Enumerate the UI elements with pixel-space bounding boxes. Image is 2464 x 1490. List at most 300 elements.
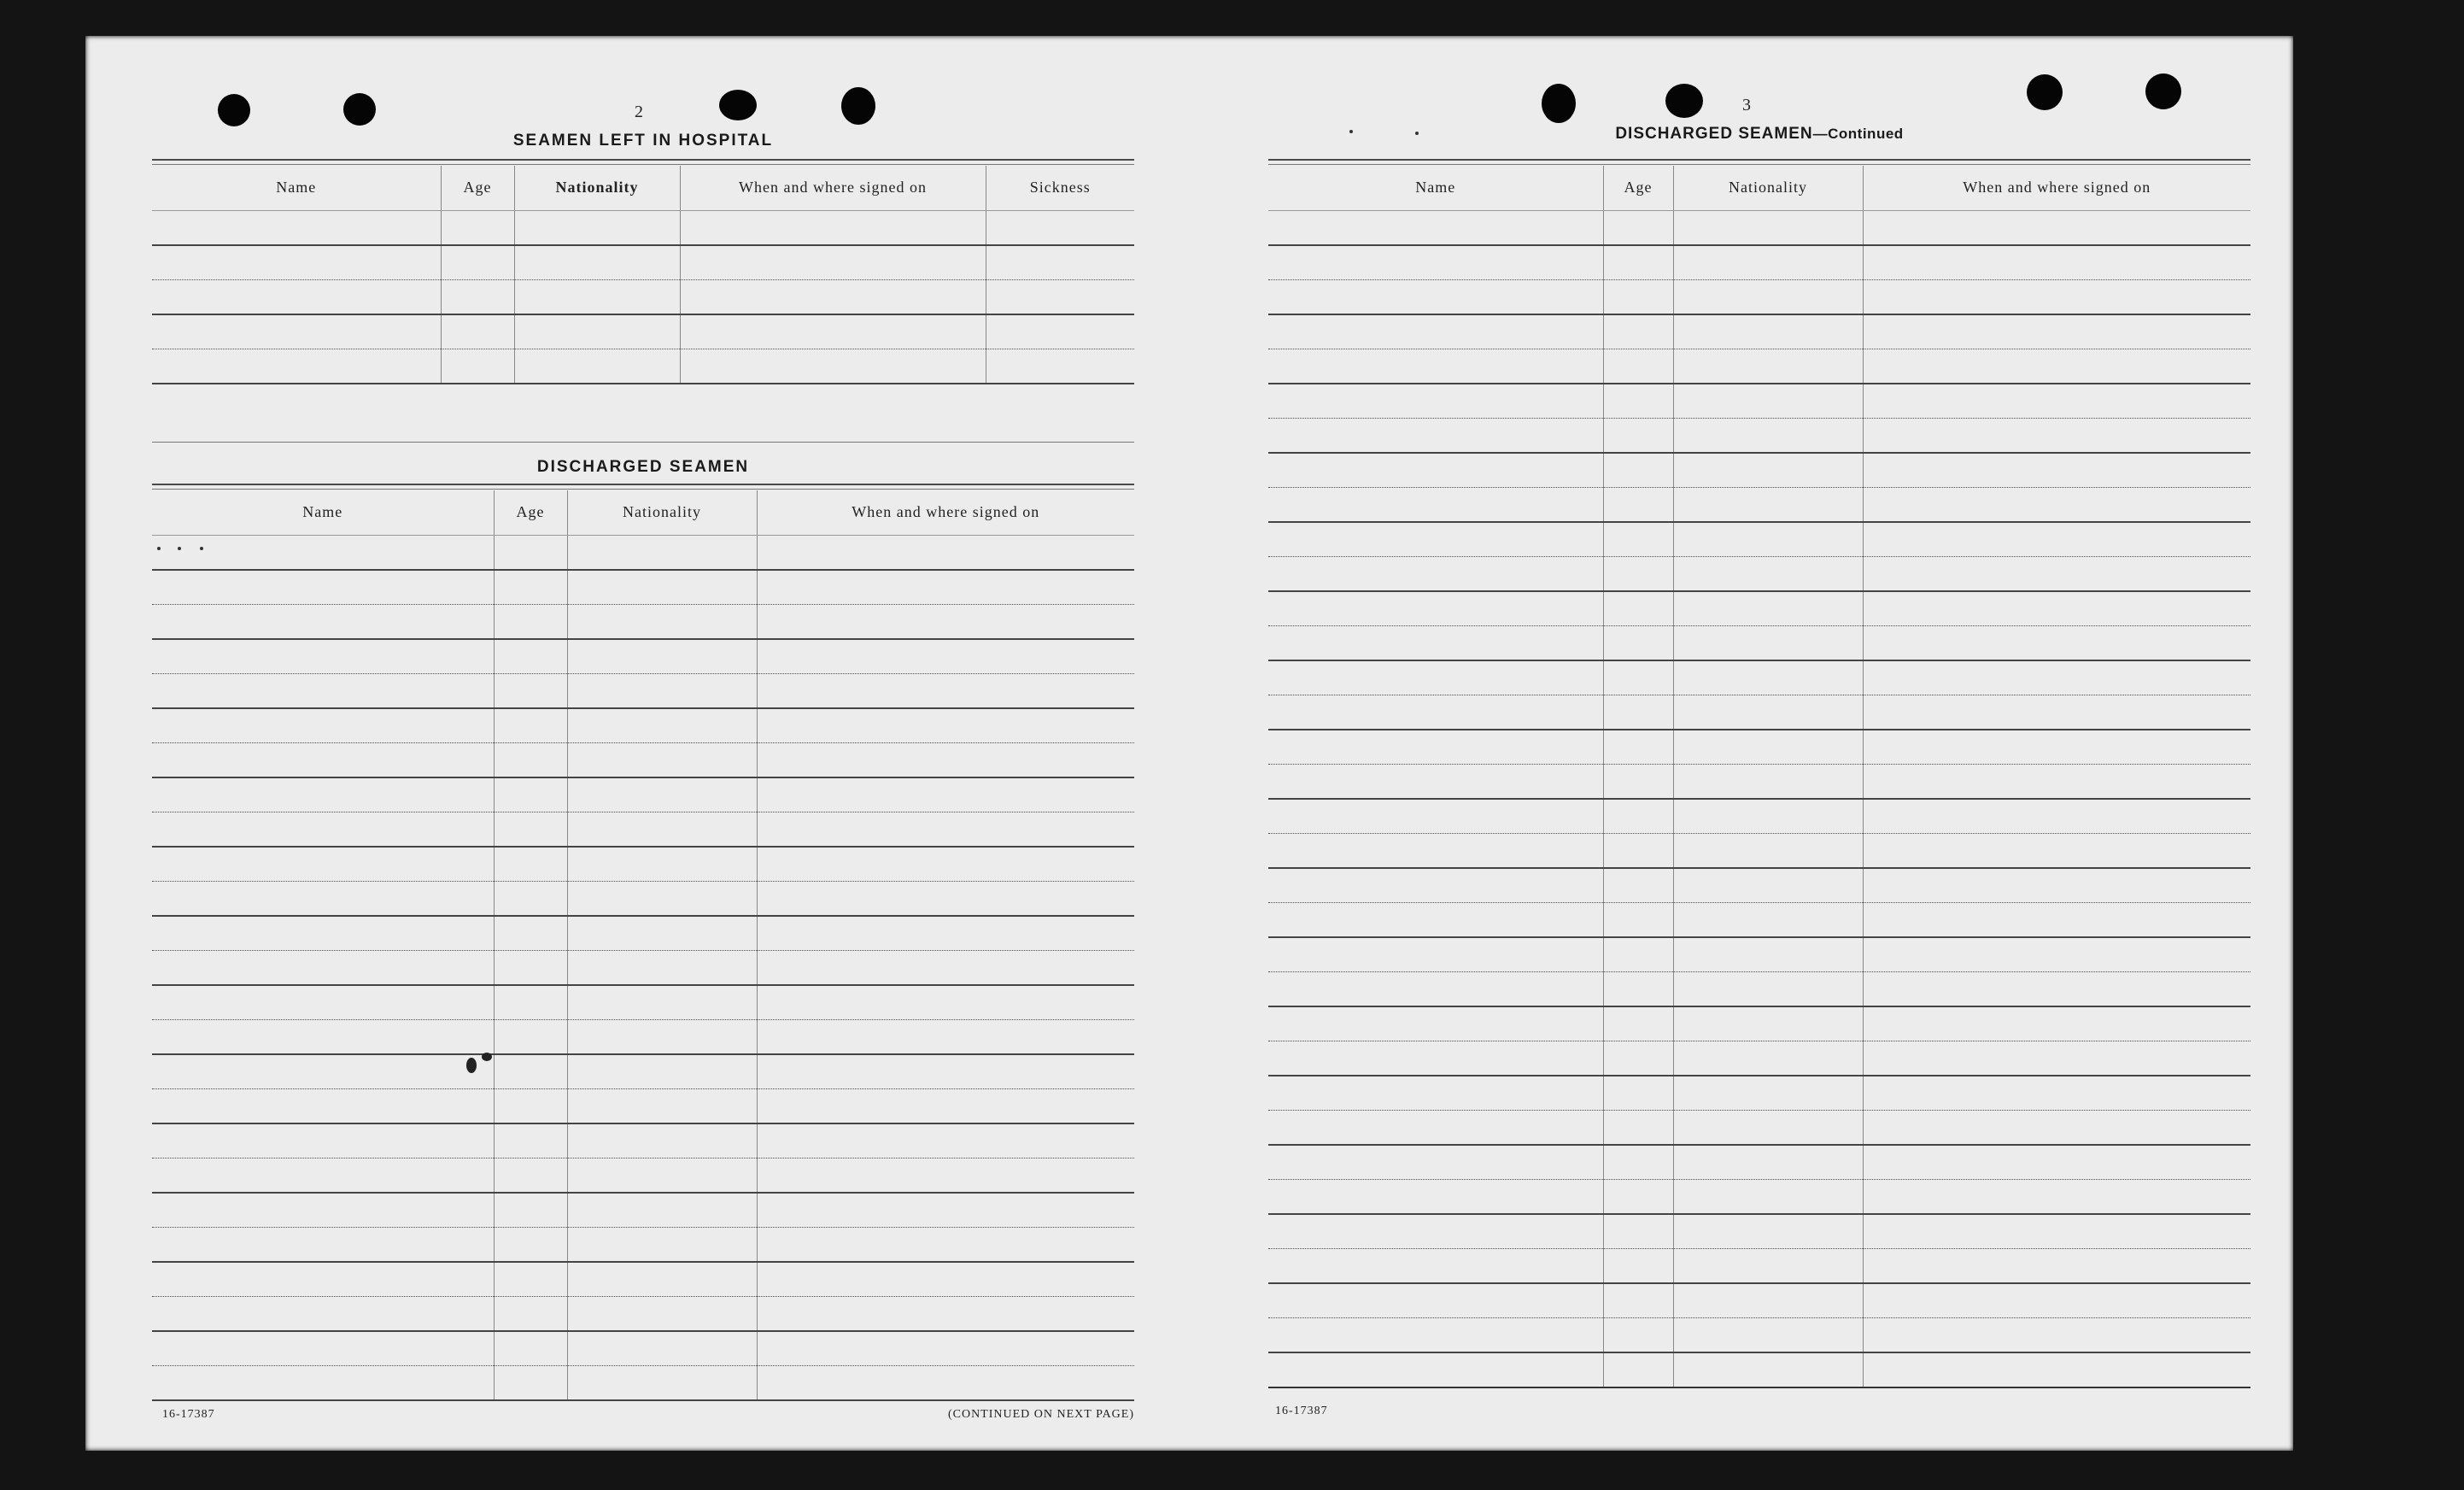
blank-entry-cell xyxy=(757,1088,1134,1123)
blank-entry-cell xyxy=(1603,902,1673,937)
blank-entry-cell xyxy=(514,279,680,314)
column-header-signed-on: When and where signed on xyxy=(1863,166,2250,210)
table-row xyxy=(152,1158,1134,1193)
blank-entry-cell xyxy=(1863,487,2250,522)
blank-entry-cell xyxy=(494,950,567,985)
blank-entry-cell xyxy=(1603,1317,1673,1352)
blank-entry-cell xyxy=(1603,349,1673,384)
blank-entry-cell xyxy=(1673,522,1863,557)
blank-entry-cell xyxy=(1603,384,1673,419)
blank-entry-cell xyxy=(1863,1317,2250,1352)
blank-entry-cell xyxy=(1268,1145,1603,1180)
table-row xyxy=(152,1088,1134,1123)
ink-speck xyxy=(1415,132,1419,135)
blank-entry-cell xyxy=(757,950,1134,985)
blank-entry-cell xyxy=(567,1365,757,1400)
table-row xyxy=(1268,210,2250,245)
blank-entry-cell xyxy=(152,812,494,847)
blank-entry-cell xyxy=(986,245,1134,280)
blank-entry-cell xyxy=(1673,1283,1863,1318)
blank-entry-cell xyxy=(494,1158,567,1193)
blank-entry-cell xyxy=(1268,591,1603,626)
blank-entry-cell xyxy=(757,673,1134,708)
blank-entry-cell xyxy=(1268,487,1603,522)
blank-entry-cell xyxy=(757,881,1134,916)
blank-entry-cell xyxy=(567,916,757,951)
table-row xyxy=(152,1123,1134,1159)
blank-entry-cell xyxy=(757,535,1134,570)
blank-entry-cell xyxy=(757,985,1134,1020)
table-row xyxy=(152,1019,1134,1054)
blank-entry-cell xyxy=(1673,314,1863,349)
blank-entry-cell xyxy=(494,639,567,674)
column-header-nationality: Nationality xyxy=(567,490,757,535)
blank-entry-cell xyxy=(1268,556,1603,591)
table-row xyxy=(1268,1317,2250,1352)
blank-entry-cell xyxy=(152,1262,494,1297)
blank-entry-cell xyxy=(680,245,986,280)
hospital-rows xyxy=(152,210,1134,384)
blank-entry-cell xyxy=(1673,730,1863,765)
blank-entry-cell xyxy=(494,1262,567,1297)
table-row xyxy=(1268,625,2250,660)
blank-entry-cell xyxy=(152,570,494,605)
blank-entry-cell xyxy=(567,1296,757,1331)
ink-blot xyxy=(482,1053,492,1061)
table-row xyxy=(152,314,1134,349)
table-row xyxy=(152,673,1134,708)
blank-entry-cell xyxy=(152,245,441,280)
table-row xyxy=(152,570,1134,605)
table-row xyxy=(1268,591,2250,626)
form-number: 16-17387 xyxy=(162,1408,215,1421)
blank-entry-cell xyxy=(757,916,1134,951)
blank-entry-cell xyxy=(1603,556,1673,591)
table-row xyxy=(1268,1076,2250,1111)
right-page xyxy=(1268,36,2250,1451)
blank-entry-cell xyxy=(1268,245,1603,280)
blank-entry-cell xyxy=(567,1088,757,1123)
blank-entry-cell xyxy=(514,245,680,280)
blank-entry-cell xyxy=(1863,730,2250,765)
blank-entry-cell xyxy=(1863,210,2250,245)
table-row xyxy=(1268,833,2250,868)
blank-entry-cell xyxy=(567,639,757,674)
discharged-rows xyxy=(152,535,1134,1400)
blank-entry-cell xyxy=(1673,1145,1863,1180)
table-row xyxy=(1268,1214,2250,1249)
blank-entry-cell xyxy=(1673,937,1863,972)
blank-entry-cell xyxy=(986,279,1134,314)
title-continued: —Continued xyxy=(1812,126,1904,142)
blank-entry-cell xyxy=(1673,1179,1863,1214)
blank-entry-cell xyxy=(1673,833,1863,868)
column-header-sickness: Sickness xyxy=(986,166,1134,210)
blank-entry-cell xyxy=(152,1123,494,1159)
blank-entry-cell xyxy=(1673,902,1863,937)
blank-entry-cell xyxy=(1863,418,2250,453)
blank-entry-cell xyxy=(1268,1248,1603,1283)
blank-entry-cell xyxy=(441,279,514,314)
blank-entry-cell xyxy=(494,1054,567,1089)
blank-entry-cell xyxy=(567,570,757,605)
divider xyxy=(152,484,1134,485)
blank-entry-cell xyxy=(494,1227,567,1262)
blank-entry-cell xyxy=(567,777,757,812)
blank-entry-cell xyxy=(494,535,567,570)
blank-entry-cell xyxy=(1268,937,1603,972)
blank-entry-cell xyxy=(1268,660,1603,695)
blank-entry-cell xyxy=(1268,384,1603,419)
blank-entry-cell xyxy=(494,1193,567,1228)
ink-speck xyxy=(200,547,203,550)
blank-entry-cell xyxy=(1863,1076,2250,1111)
blank-entry-cell xyxy=(494,742,567,777)
blank-entry-cell xyxy=(567,1019,757,1054)
blank-entry-cell xyxy=(1268,314,1603,349)
blank-entry-cell xyxy=(1268,522,1603,557)
blank-entry-cell xyxy=(1603,1076,1673,1111)
blank-entry-cell xyxy=(986,314,1134,349)
blank-entry-cell xyxy=(1268,1179,1603,1214)
blank-entry-cell xyxy=(514,210,680,245)
column-header-nationality: Nationality xyxy=(514,166,680,210)
blank-entry-cell xyxy=(1268,902,1603,937)
table-row xyxy=(152,1054,1134,1089)
blank-entry-cell xyxy=(1673,660,1863,695)
blank-entry-cell xyxy=(494,916,567,951)
blank-entry-cell xyxy=(1673,1214,1863,1249)
table-row xyxy=(152,708,1134,743)
blank-entry-cell xyxy=(152,1088,494,1123)
blank-entry-cell xyxy=(494,1296,567,1331)
blank-entry-cell xyxy=(1673,1248,1863,1283)
blank-entry-cell xyxy=(1268,1317,1603,1352)
table-row xyxy=(152,639,1134,674)
blank-entry-cell xyxy=(1603,868,1673,903)
ink-speck xyxy=(157,547,161,550)
blank-entry-cell xyxy=(152,916,494,951)
blank-entry-cell xyxy=(1863,695,2250,730)
blank-entry-cell xyxy=(567,985,757,1020)
blank-entry-cell xyxy=(1268,730,1603,765)
blank-entry-cell xyxy=(1863,1214,2250,1249)
blank-entry-cell xyxy=(514,349,680,384)
table-row xyxy=(152,812,1134,847)
blank-entry-cell xyxy=(494,847,567,882)
blank-entry-cell xyxy=(441,210,514,245)
blank-entry-cell xyxy=(1603,522,1673,557)
title-main: DISCHARGED SEAMEN xyxy=(1615,125,1813,143)
blank-entry-cell xyxy=(567,708,757,743)
blank-entry-cell xyxy=(567,1262,757,1297)
table-row xyxy=(1268,1283,2250,1318)
blank-entry-cell xyxy=(1268,868,1603,903)
blank-entry-cell xyxy=(567,673,757,708)
blank-entry-cell xyxy=(680,210,986,245)
blank-entry-cell xyxy=(1603,1145,1673,1180)
table-row xyxy=(1268,314,2250,349)
blank-entry-cell xyxy=(1673,1352,1863,1387)
blank-entry-cell xyxy=(1863,1006,2250,1041)
blank-entry-cell xyxy=(757,1365,1134,1400)
blank-entry-cell xyxy=(986,349,1134,384)
blank-entry-cell xyxy=(567,812,757,847)
blank-entry-cell xyxy=(1673,591,1863,626)
blank-entry-cell xyxy=(1268,210,1603,245)
blank-entry-cell xyxy=(1673,245,1863,280)
ink-blot xyxy=(466,1058,477,1073)
blank-entry-cell xyxy=(757,812,1134,847)
blank-entry-cell xyxy=(757,1019,1134,1054)
divider xyxy=(152,489,1134,490)
blank-entry-cell xyxy=(1268,349,1603,384)
blank-entry-cell xyxy=(757,1227,1134,1262)
blank-entry-cell xyxy=(567,1331,757,1366)
blank-entry-cell xyxy=(757,1193,1134,1228)
blank-entry-cell xyxy=(494,570,567,605)
blank-entry-cell xyxy=(1268,1006,1603,1041)
table-row xyxy=(152,1365,1134,1400)
table-row xyxy=(1268,522,2250,557)
divider xyxy=(152,164,1134,165)
blank-entry-cell xyxy=(757,1296,1134,1331)
blank-entry-cell xyxy=(567,847,757,882)
blank-entry-cell xyxy=(1673,210,1863,245)
page-number: 2 xyxy=(635,103,643,121)
blank-entry-cell xyxy=(1673,764,1863,799)
blank-entry-cell xyxy=(1863,799,2250,834)
blank-entry-cell xyxy=(680,314,986,349)
column-header-signed-on: When and where signed on xyxy=(757,490,1134,535)
table-row xyxy=(152,777,1134,812)
table-row xyxy=(1268,453,2250,488)
table-row xyxy=(152,1262,1134,1297)
table-row xyxy=(1268,902,2250,937)
blank-entry-cell xyxy=(152,279,441,314)
blank-entry-cell xyxy=(986,210,1134,245)
register-sheet xyxy=(85,36,2293,1451)
blank-entry-cell xyxy=(567,881,757,916)
blank-entry-cell xyxy=(152,708,494,743)
blank-entry-cell xyxy=(757,639,1134,674)
blank-entry-cell xyxy=(1863,279,2250,314)
table-row xyxy=(152,535,1134,570)
blank-entry-cell xyxy=(1863,1248,2250,1283)
table-row xyxy=(152,950,1134,985)
blank-entry-cell xyxy=(757,742,1134,777)
column-header-age: Age xyxy=(494,490,567,535)
blank-entry-cell xyxy=(757,1054,1134,1089)
blank-entry-cell xyxy=(1603,1248,1673,1283)
blank-entry-cell xyxy=(1603,487,1673,522)
blank-entry-cell xyxy=(1673,868,1863,903)
blank-entry-cell xyxy=(757,570,1134,605)
blank-entry-cell xyxy=(1863,660,2250,695)
table-row xyxy=(152,847,1134,882)
blank-entry-cell xyxy=(494,604,567,639)
table-row xyxy=(152,210,1134,245)
blank-entry-cell xyxy=(494,673,567,708)
blank-entry-cell xyxy=(567,1123,757,1159)
blank-entry-cell xyxy=(757,708,1134,743)
blank-entry-cell xyxy=(494,1019,567,1054)
blank-entry-cell xyxy=(757,604,1134,639)
blank-entry-cell xyxy=(152,604,494,639)
blank-entry-cell xyxy=(1603,1179,1673,1214)
table-row xyxy=(1268,799,2250,834)
blank-entry-cell xyxy=(152,847,494,882)
table-row xyxy=(1268,764,2250,799)
blank-entry-cell xyxy=(152,950,494,985)
blank-entry-cell xyxy=(567,604,757,639)
blank-entry-cell xyxy=(1673,384,1863,419)
blank-entry-cell xyxy=(1863,556,2250,591)
table-row xyxy=(1268,349,2250,384)
table-row xyxy=(1268,1179,2250,1214)
table-row xyxy=(1268,868,2250,903)
blank-entry-cell xyxy=(680,279,986,314)
table-row xyxy=(1268,556,2250,591)
blank-entry-cell xyxy=(1603,210,1673,245)
blank-entry-cell xyxy=(567,950,757,985)
blank-entry-cell xyxy=(494,1365,567,1400)
table-row xyxy=(152,279,1134,314)
table-row xyxy=(152,742,1134,777)
blank-entry-cell xyxy=(1673,556,1863,591)
blank-entry-cell xyxy=(494,1331,567,1366)
discharged-section-title: DISCHARGED SEAMEN xyxy=(536,458,750,476)
column-header-name: Name xyxy=(152,490,494,535)
blank-entry-cell xyxy=(1603,625,1673,660)
blank-entry-cell xyxy=(1603,695,1673,730)
blank-entry-cell xyxy=(1268,453,1603,488)
table-row xyxy=(1268,245,2250,280)
blank-entry-cell xyxy=(1603,453,1673,488)
blank-entry-cell xyxy=(1863,1145,2250,1180)
blank-entry-cell xyxy=(1268,418,1603,453)
blank-entry-cell xyxy=(1603,1352,1673,1387)
blank-entry-cell xyxy=(152,742,494,777)
blank-entry-cell xyxy=(494,985,567,1020)
blank-entry-cell xyxy=(152,673,494,708)
table-row xyxy=(152,604,1134,639)
blank-entry-cell xyxy=(1673,971,1863,1006)
ink-speck xyxy=(1349,130,1353,133)
blank-entry-cell xyxy=(152,1365,494,1400)
table-row xyxy=(152,916,1134,951)
blank-entry-cell xyxy=(757,847,1134,882)
blank-entry-cell xyxy=(152,535,494,570)
table-row xyxy=(152,245,1134,280)
blank-entry-cell xyxy=(1863,1110,2250,1145)
blank-entry-cell xyxy=(152,1227,494,1262)
blank-entry-cell xyxy=(1863,902,2250,937)
blank-entry-cell xyxy=(1863,1283,2250,1318)
blank-entry-cell xyxy=(567,1193,757,1228)
blank-entry-cell xyxy=(1863,384,2250,419)
hospital-section-title: SEAMEN LEFT IN HOSPITAL xyxy=(512,132,774,150)
blank-entry-cell xyxy=(1268,799,1603,834)
blank-entry-cell xyxy=(567,1227,757,1262)
blank-entry-cell xyxy=(757,1331,1134,1366)
table-row xyxy=(1268,1041,2250,1076)
table-row xyxy=(152,985,1134,1020)
blank-entry-cell xyxy=(680,349,986,384)
blank-entry-cell xyxy=(1673,1006,1863,1041)
blank-entry-cell xyxy=(1268,1041,1603,1076)
blank-entry-cell xyxy=(494,812,567,847)
table-row xyxy=(152,1227,1134,1262)
table-row xyxy=(152,881,1134,916)
blank-entry-cell xyxy=(441,349,514,384)
blank-entry-cell xyxy=(1268,1076,1603,1111)
blank-entry-cell xyxy=(1603,833,1673,868)
divider xyxy=(1268,159,2250,161)
blank-entry-cell xyxy=(1673,1076,1863,1111)
blank-entry-cell xyxy=(152,349,441,384)
table-row xyxy=(1268,1110,2250,1145)
blank-entry-cell xyxy=(1268,695,1603,730)
blank-entry-cell xyxy=(757,1158,1134,1193)
column-header-signed-on: When and where signed on xyxy=(680,166,986,210)
blank-entry-cell xyxy=(1673,418,1863,453)
blank-entry-cell xyxy=(1673,1110,1863,1145)
blank-entry-cell xyxy=(1863,349,2250,384)
blank-entry-cell xyxy=(1603,418,1673,453)
blank-entry-cell xyxy=(567,742,757,777)
blank-entry-cell xyxy=(1268,764,1603,799)
blank-entry-cell xyxy=(1603,1110,1673,1145)
column-header-age: Age xyxy=(441,166,514,210)
blank-entry-cell xyxy=(1603,279,1673,314)
blank-entry-cell xyxy=(494,777,567,812)
column-header-name: Name xyxy=(1268,166,1603,210)
blank-entry-cell xyxy=(1268,1110,1603,1145)
blank-entry-cell xyxy=(1863,245,2250,280)
blank-entry-cell xyxy=(1863,625,2250,660)
page-number: 3 xyxy=(1742,96,1751,114)
divider xyxy=(1268,164,2250,165)
blank-entry-cell xyxy=(1673,349,1863,384)
blank-entry-cell xyxy=(514,314,680,349)
table-row xyxy=(1268,695,2250,730)
blank-entry-cell xyxy=(1603,730,1673,765)
blank-entry-cell xyxy=(152,1158,494,1193)
blank-entry-cell xyxy=(494,708,567,743)
table-row xyxy=(1268,418,2250,453)
blank-entry-cell xyxy=(1603,314,1673,349)
blank-entry-cell xyxy=(1863,764,2250,799)
table-row xyxy=(1268,487,2250,522)
divider xyxy=(152,442,1134,443)
form-number: 16-17387 xyxy=(1275,1405,1328,1417)
blank-entry-cell xyxy=(1863,833,2250,868)
table-row xyxy=(1268,1248,2250,1283)
table-row xyxy=(152,1331,1134,1366)
column-header-nationality: Nationality xyxy=(1673,166,1863,210)
blank-entry-cell xyxy=(1863,1352,2250,1387)
blank-entry-cell xyxy=(1863,1041,2250,1076)
blank-entry-cell xyxy=(1863,314,2250,349)
table-row xyxy=(152,1193,1134,1228)
discharged-continued-table xyxy=(1268,166,2250,1388)
blank-entry-cell xyxy=(494,1088,567,1123)
table-row xyxy=(1268,1145,2250,1180)
table-row xyxy=(1268,660,2250,695)
blank-entry-cell xyxy=(757,1123,1134,1159)
blank-entry-cell xyxy=(494,881,567,916)
